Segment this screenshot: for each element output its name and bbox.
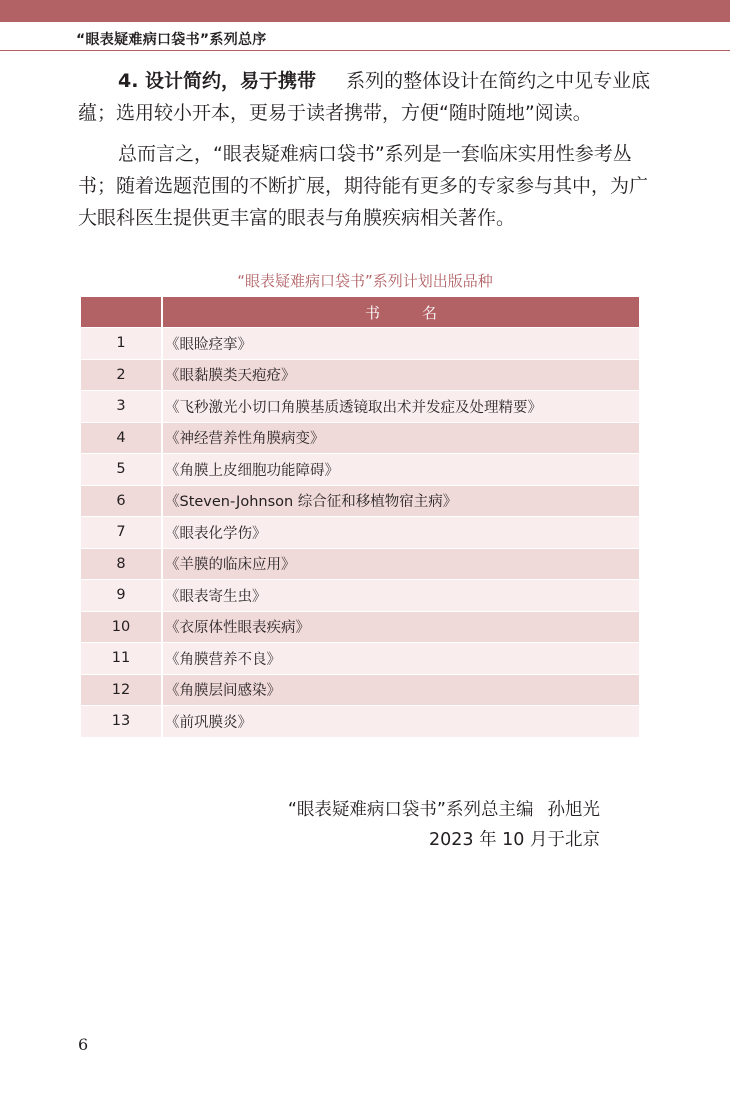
- book-title: 《Steven-Johnson 综合征和移植物宿主病》: [163, 486, 639, 517]
- paragraph-line: 蕴；选用较小开本，更易于读者携带，方便“随时随地”阅读。: [78, 102, 592, 124]
- book-title: 《眼黏膜类天疱疮》: [163, 360, 639, 391]
- book-title: 《眼表化学伤》: [163, 517, 639, 548]
- table-caption: “眼表疑难病口袋书”系列计划出版品种: [237, 272, 493, 290]
- table-row: [81, 643, 639, 674]
- signature-date: 2023 年 10 月于北京: [429, 830, 600, 850]
- book-number: 9: [81, 580, 163, 611]
- book-title: 《飞秒激光小切口角膜基质透镜取出术并发症及处理精要》: [163, 391, 639, 422]
- book-title: 《眼睑痉挛》: [163, 328, 639, 359]
- book-number: 3: [81, 391, 163, 422]
- table-row: [81, 486, 639, 517]
- page-number: 6: [78, 1035, 89, 1054]
- table-row: [81, 517, 639, 548]
- table-row: [81, 391, 639, 422]
- book-number: 2: [81, 360, 163, 391]
- book-number: 5: [81, 454, 163, 485]
- table-row: [81, 328, 639, 359]
- book-number: 11: [81, 643, 163, 674]
- book-number: 12: [81, 675, 163, 706]
- signature-line: [288, 795, 600, 825]
- book-number: 10: [81, 612, 163, 643]
- paragraph-text: 系列的整体设计在简约之中见专业底: [346, 70, 651, 92]
- book-number: 6: [81, 486, 163, 517]
- table-row: [81, 580, 639, 611]
- book-number: 1: [81, 328, 163, 359]
- table-row: [81, 423, 639, 454]
- book-title: 《角膜营养不良》: [163, 643, 639, 674]
- table-row: [81, 454, 639, 485]
- table-header-row: [81, 297, 639, 327]
- book-number: 8: [81, 549, 163, 580]
- point-heading: 4. 设计简约，易于携带: [118, 70, 317, 92]
- paragraph-line: 大眼科医生提供更丰富的眼表与角膜疾病相关著作。: [78, 207, 516, 229]
- book-title: 《前巩膜炎》: [163, 706, 639, 737]
- editor-name: 孙旭光: [547, 800, 600, 820]
- table-row: [81, 549, 639, 580]
- book-number: 4: [81, 423, 163, 454]
- running-header: “眼表疑难病口袋书”系列总序: [76, 32, 267, 48]
- paragraph-line: 总而言之，“眼表疑难病口袋书”系列是一套临床实用性参考丛: [118, 143, 632, 165]
- table-row: [81, 675, 639, 706]
- table-row: [81, 706, 639, 737]
- book-title: 《眼表寄生虫》: [163, 580, 639, 611]
- book-number: 7: [81, 517, 163, 548]
- column-header-title: [163, 297, 639, 327]
- book-title: 《角膜上皮细胞功能障碍》: [163, 454, 639, 485]
- editor-role: “眼表疑难病口袋书”系列总主编: [287, 800, 534, 820]
- book-list-table: [81, 296, 639, 738]
- book-title: 《衣原体性眼表疾病》: [163, 612, 639, 643]
- book-title: 《角膜层间感染》: [163, 675, 639, 706]
- signature-block: [288, 795, 600, 855]
- table-body: [81, 328, 639, 737]
- column-header-title-text: 书名: [364, 303, 479, 322]
- header-divider: [0, 50, 730, 51]
- book-number: 13: [81, 706, 163, 737]
- paragraph-point-4: [78, 65, 658, 129]
- paragraph-line: [78, 65, 658, 97]
- paragraph-summary: [78, 138, 658, 234]
- header-color-band: [0, 0, 730, 22]
- book-title: 《羊膜的临床应用》: [163, 549, 639, 580]
- table-row: [81, 612, 639, 643]
- column-header-number: [81, 297, 163, 327]
- book-title: 《神经营养性角膜病变》: [163, 423, 639, 454]
- paragraph-line: 书；随着选题范围的不断扩展，期待能有更多的专家参与其中，为广: [78, 175, 649, 197]
- table-row: [81, 360, 639, 391]
